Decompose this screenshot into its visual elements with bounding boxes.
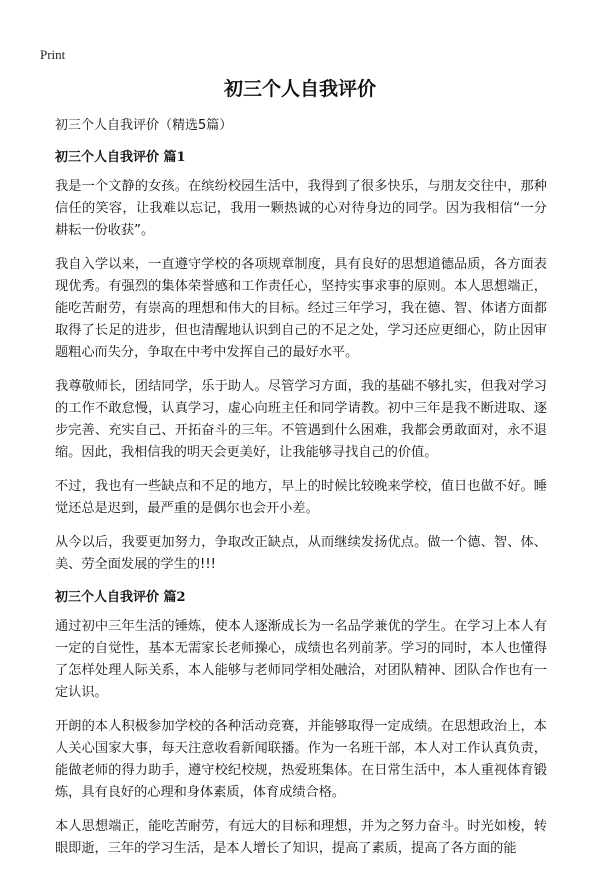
paragraph: 本人思想端正，能吃苦耐劳，有远大的目标和理想，并为之努力奋斗。时光如梭，转眼即逝，三年的学习生活，是本人增长了知识，提高了素质，提高了各方面的能 bbox=[55, 819, 547, 856]
paragraph: 开朗的本人积极参加学校的各种活动竞赛，并能够取得一定成绩。在思想政治上，本人关心国家大事，每天注意收看新闻联播。作为一名班干部，本人对工作认真负责，能做老师的得力助手，遵守校纪校规，热爱班集体。在日常生活中，本人重视体育锻炼，具有良好的心理和身体素质，体育成绩合格。 bbox=[55, 719, 547, 800]
document-body bbox=[55, 148, 547, 872]
section-heading: 初三个人自我评价 篇1 bbox=[55, 150, 186, 165]
paragraph: 我尊敬师长，团结同学，乐于助人。尽管学习方面，我的基础不够扎实，但我对学习的工作不敢怠慢，认真学习，虚心向班主任和同学请教。初中三年是我不断进取、逐步完善、充实自己、开拓奋斗的三年。不管遇到什么困难，我都会勇敢面对，永不退缩。因此，我相信我的明天会更美好，让我能够寻找自己的价值。 bbox=[55, 379, 547, 460]
paragraph: 我自入学以来，一直遵守学校的各项规章制度，具有良好的思想道德品质，各方面表现优秀。有强烈的集体荣誉感和工作责任心，坚持实事求事的原则。本人思想端正，能吃苦耐劳，有崇高的理想和伟大的目标。经过三年学习，我在德、智、体诸方面都取得了长足的进步，但也清醒地认识到自己的不足之处，学习还应更细心，防止因审题粗心而失分，争取在中考中发挥自己的最好水平。 bbox=[55, 257, 547, 360]
section-2 bbox=[55, 588, 547, 860]
paragraph: 不过，我也有一些缺点和不足的地方，早上的时候比较晚来学校，值日也做不好。睡觉还总是迟到，最严重的是偶尔也会开小差。 bbox=[55, 479, 547, 516]
document-subtitle: 初三个人自我评价（精选5篇） bbox=[55, 118, 233, 133]
section-heading: 初三个人自我评价 篇2 bbox=[55, 590, 186, 605]
print-link[interactable]: Print bbox=[40, 47, 66, 62]
paragraph: 从今以后，我要更加努力，争取改正缺点，从而继续发扬优点。做一个德、智、体、美、劳全面发展的学生的!!! bbox=[55, 535, 547, 572]
document-title: 初三个人自我评价 bbox=[223, 78, 376, 100]
paragraph: 通过初中三年生活的锤炼，使本人逐渐成长为一名品学兼优的学生。在学习上本人有一定的自觉性，基本无需家长老师操心，成绩也名列前茅。学习的同时，本人也懂得了怎样处理人际关系，本人能够与老师同学相处融洽，对团队精神、团队合作也有一定认识。 bbox=[55, 619, 547, 700]
paragraph: 我是一个文静的女孩。在缤纷校园生活中，我得到了很多快乐，与朋友交往中，那种信任的笑容，让我难以忘记，我用一颗热诚的心对待身边的同学。因为我相信“一分耕耘一份收获”。 bbox=[55, 179, 547, 238]
section-1 bbox=[55, 148, 547, 576]
